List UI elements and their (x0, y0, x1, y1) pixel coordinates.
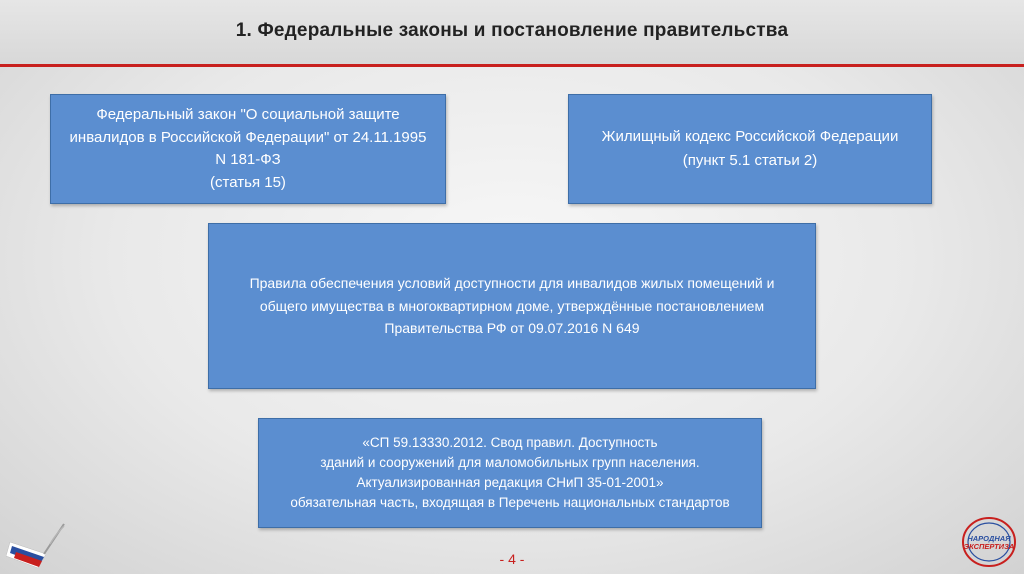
box-line: N 181-ФЗ (215, 151, 281, 168)
housing-code-box (568, 94, 932, 204)
box-line: «СП 59.13330.2012. Свод правил. Доступность (362, 434, 658, 450)
federal-law-box (50, 94, 446, 204)
box-line: Правительства РФ от 09.07.2016 N 649 (384, 320, 640, 337)
header-divider (0, 64, 1024, 67)
logo-text-line: НАРОДНАЯ (967, 534, 1011, 543)
box-line: обязательная часть, входящая в Перечень национальных стандартов (290, 495, 730, 511)
box-line: общего имущества в многоквартирном доме, утверждённые постановлением (259, 297, 765, 314)
box-line: Федеральный закон "О социальной защите (96, 106, 400, 123)
building-code-box (258, 418, 762, 528)
government-rules-box (208, 223, 816, 389)
logo-text-line: ЭКСПЕРТИЗА (963, 542, 1015, 551)
page-number: - 4 - (499, 551, 525, 567)
box-line: (пункт 5.1 статьи 2) (682, 152, 818, 169)
box-line: Правила обеспечения условий доступности для инвалидов жилых помещений и (249, 274, 775, 291)
slide-title: 1. Федеральные законы и постановление правительства (235, 20, 789, 41)
box-line: (статья 15) (210, 173, 286, 191)
box-line: Актуализированная редакция СНиП 35-01-2001» (356, 475, 664, 490)
box-line: инвалидов в Российской Федерации" от 24.11.1995 (69, 128, 427, 146)
box-line: зданий и сооружений для маломобильных групп населения. (320, 454, 700, 470)
box-line: Жилищный кодекс Российской Федерации (601, 128, 899, 145)
